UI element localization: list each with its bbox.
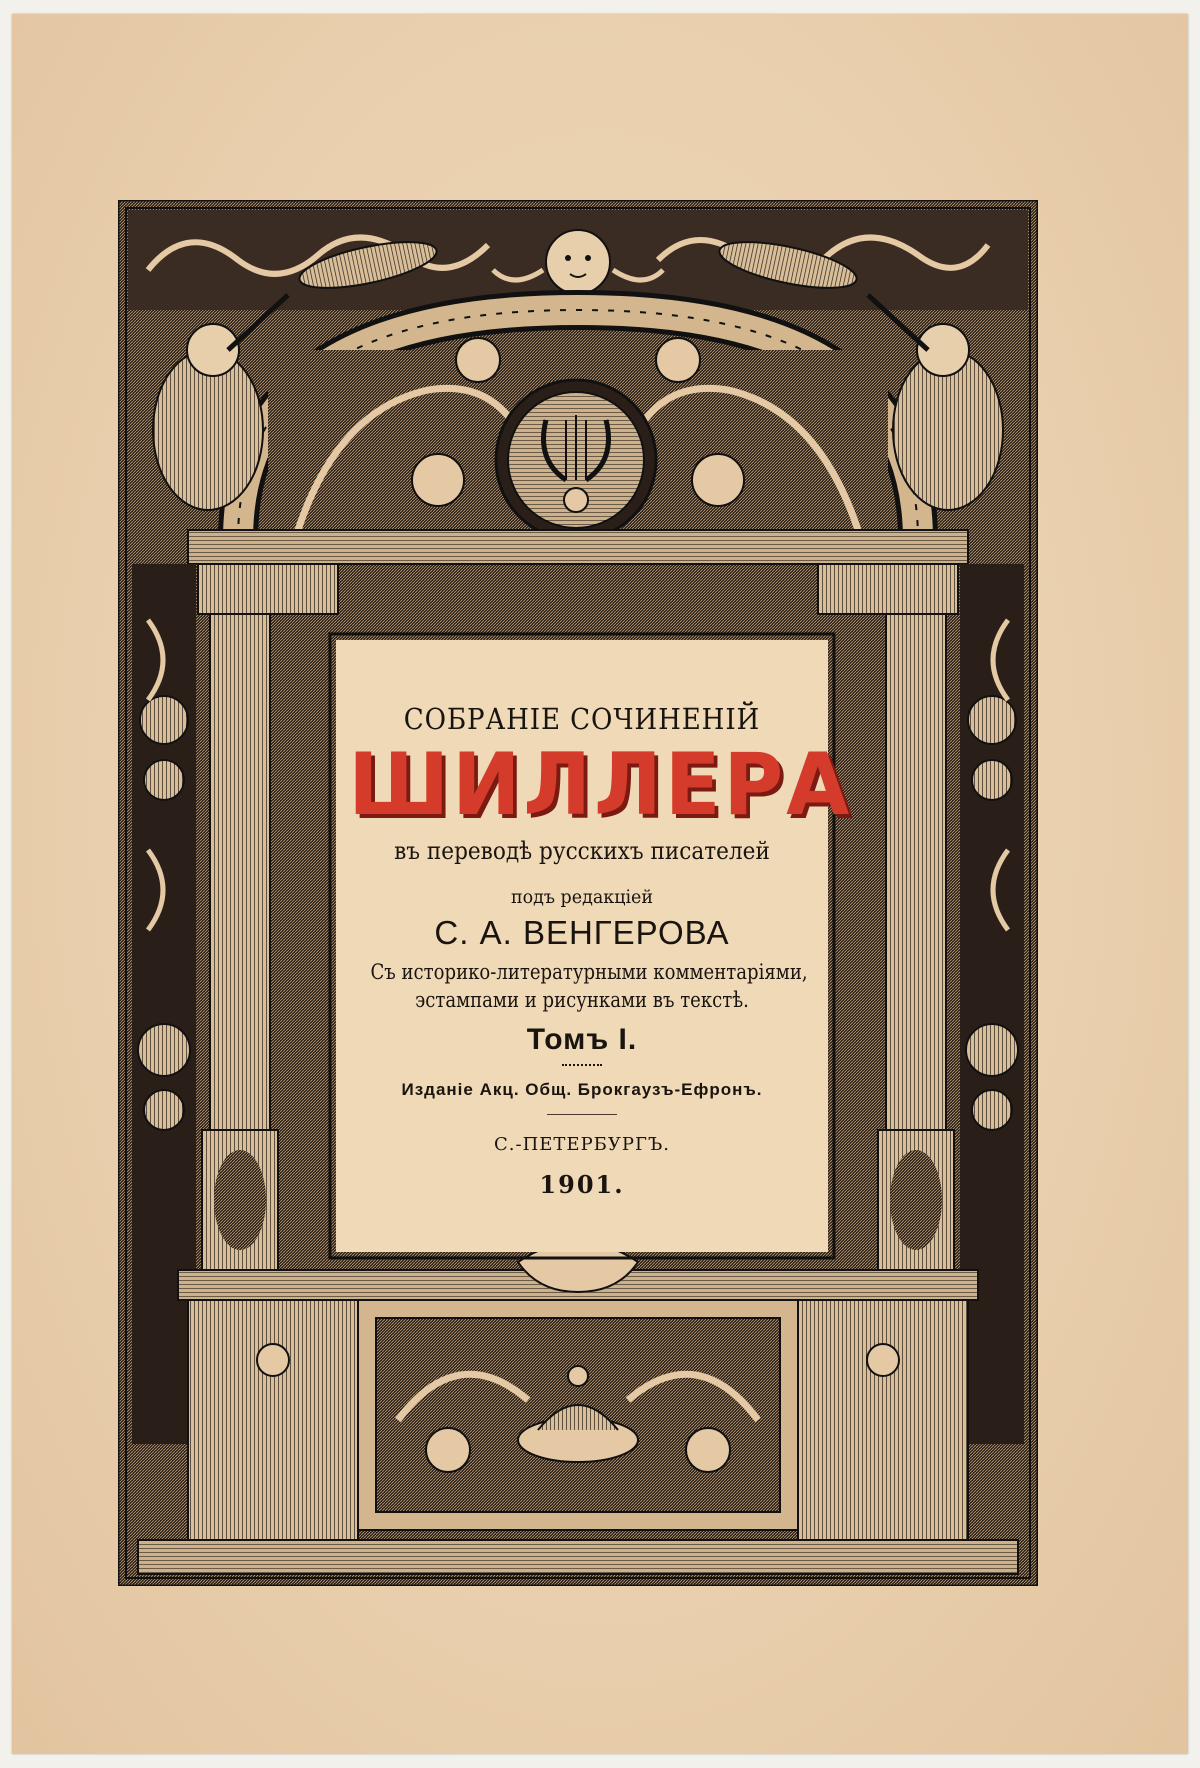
side-garland-left [132, 564, 196, 1444]
edited-by-label: подъ редакцiей [510, 886, 654, 908]
title-panel [336, 640, 853, 1252]
year-line: 1901. [539, 1170, 625, 1199]
commentary-line-2: эстампами и рисунками въ текстѣ. [415, 988, 749, 1012]
lyre-medallion-icon [496, 380, 656, 540]
city-line: С.-ПЕТЕРБУРГЪ. [494, 1134, 670, 1155]
collected-works-heading: СОБРАНIЕ СОЧИНЕНIЙ [403, 702, 761, 736]
commentary-line-1: Съ историко-литературными комментарiями, [370, 960, 808, 984]
volume-label: Томъ I. [526, 1023, 638, 1056]
author-title: ШИЛЛЕРА [348, 735, 853, 835]
dotted-divider [562, 1064, 602, 1066]
rule-divider [547, 1114, 617, 1115]
engraved-frame [118, 200, 1038, 1586]
book-page [12, 14, 1188, 1754]
publisher-line: Изданiе Акц. Общ. Брокгаузъ-Ефронъ. [401, 1080, 763, 1099]
side-garland-right [960, 564, 1024, 1444]
translation-note: въ переводѣ русскихъ писателей [394, 837, 770, 865]
editor-name: С. А. ВЕНГЕРОВА [434, 914, 730, 951]
